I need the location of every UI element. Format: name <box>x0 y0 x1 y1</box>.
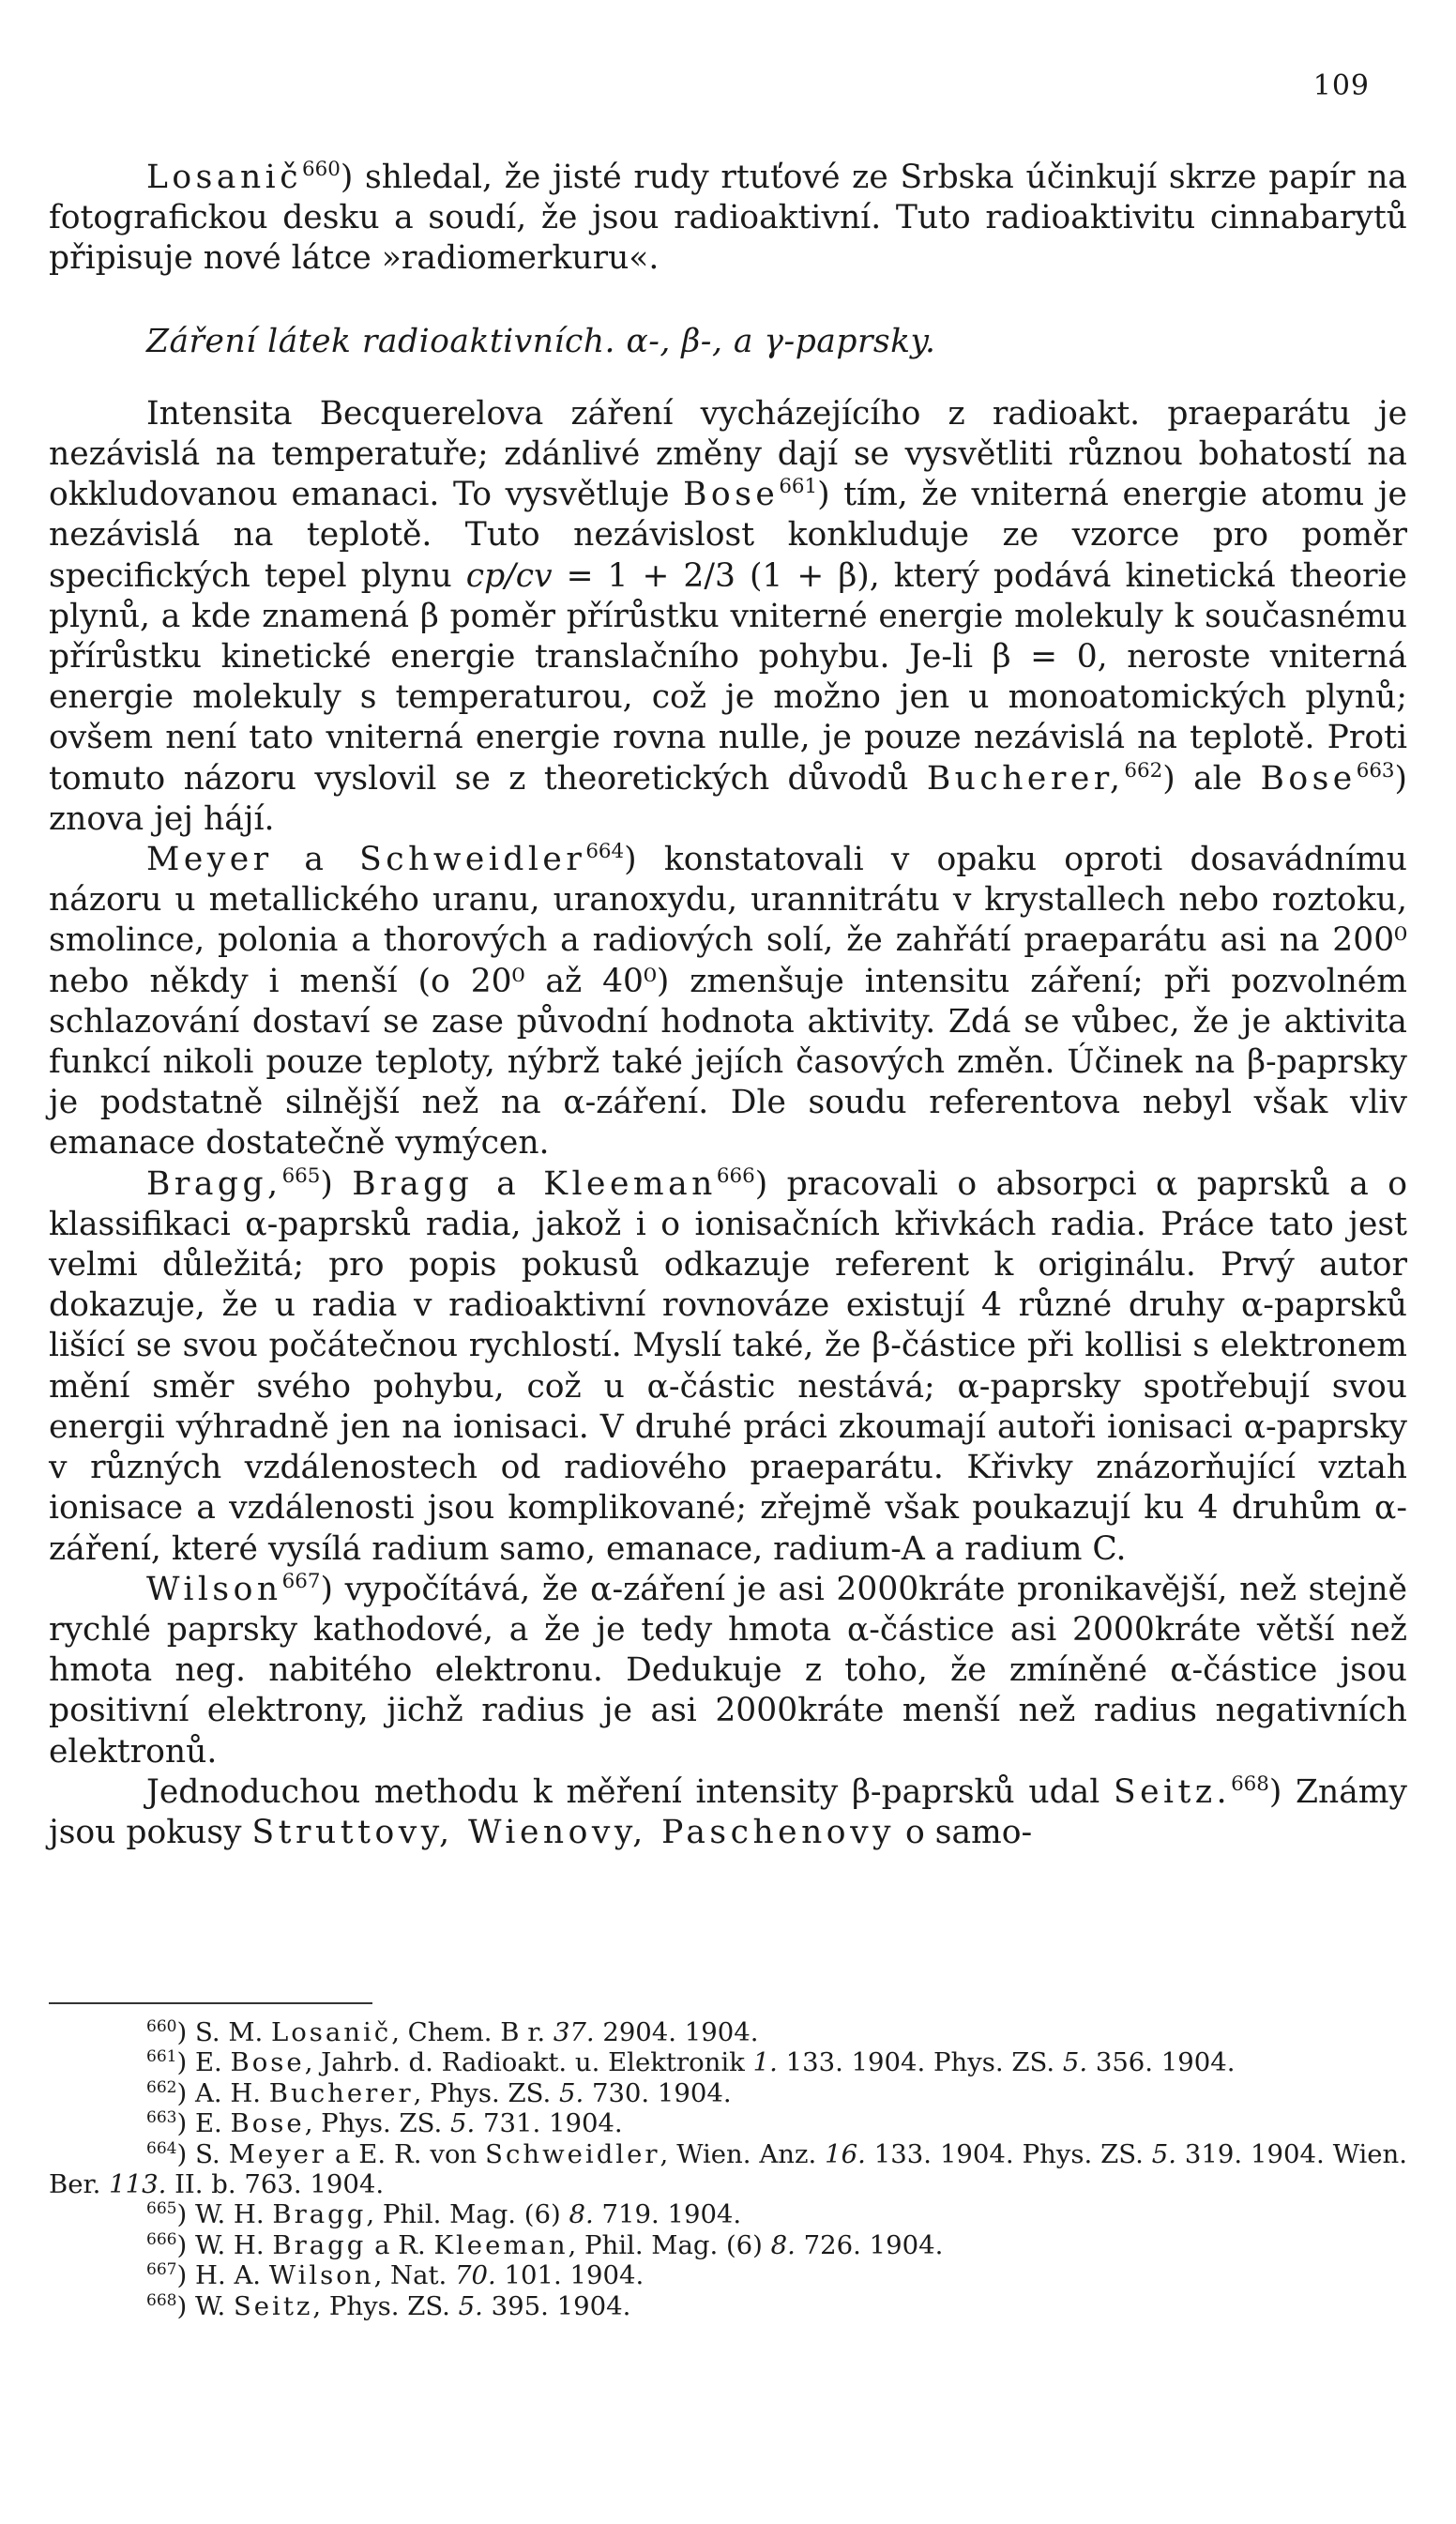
text-run: 356. 1904. <box>1087 2047 1236 2078</box>
spaced-name: Seitz <box>233 2290 313 2321</box>
text-run: ) tím, že vniterná energie atomu je nezávislá na teplotě. Tuto nezávislost konkluduje ze vzorce pro poměr specifických tepel plynu <box>49 476 1407 595</box>
spaced-name: Meyer <box>228 2138 327 2169</box>
text-run: ) <box>320 1164 353 1203</box>
italic-text: 5. <box>558 2077 584 2108</box>
footnote <box>49 2230 1407 2260</box>
text-run: , Jahrb. d. Radioakt. u. Elektronik <box>304 2047 753 2078</box>
text-run: 730. 1904. <box>584 2077 732 2108</box>
footnote-ref: 665 <box>281 1163 321 1188</box>
text-run: = 1 + 2/3 (1 + β), který podává kinetická theorie plynů, a kde znamená β poměr přírůstku vniterné energie molekuly k současnému přírůstku kinetické energie translačního pohybu. Je-li β = 0, neroste vniterná energie molekuly s temperaturou, což je možno jen u monoatomických plynů; ovšem není tato vniterná energie rovna nulle, je pouze nezávislá na teplotě. Proti tomuto názoru vyslovil se z theoretických důvodů <box>49 556 1407 798</box>
text-run: ) W. H. <box>176 2199 273 2230</box>
footnote-ref: 666 <box>146 2229 177 2249</box>
italic-text: 5. <box>1062 2047 1088 2078</box>
text-run: ) E. <box>176 2047 231 2078</box>
italic-text: 5. <box>449 2108 476 2139</box>
spaced-name: Bose <box>230 2047 305 2078</box>
text-run: , Phys. ZS. <box>312 2290 459 2321</box>
text-run: ) S. M. <box>176 2017 271 2047</box>
footnote-ref: 663 <box>1356 758 1395 783</box>
text-run: Jednoduchou methodu k měření intensity β-paprsků udal <box>146 1772 1114 1811</box>
paragraph <box>49 1570 1407 1772</box>
text-run: , Nat. <box>373 2260 456 2291</box>
italic-text: 113. <box>109 2169 167 2200</box>
body-text <box>49 158 1407 1853</box>
italic-text: 70. <box>455 2260 496 2291</box>
text-run: a R. <box>366 2229 434 2260</box>
footnote <box>49 2078 1407 2108</box>
text-run: ) W. <box>176 2290 234 2321</box>
text-run: , Wien. Anz. <box>660 2138 826 2169</box>
text-run: Záření látek radioaktivních. α-, β-, a γ-paprsky. <box>146 322 936 360</box>
text-run: , Phil. Mag. (6) <box>366 2199 569 2230</box>
spaced-name: Losanič <box>146 159 303 196</box>
paragraph <box>49 1164 1407 1570</box>
spaced-name: Bose <box>230 2108 305 2139</box>
footnotes <box>49 2017 1407 2321</box>
text-run: ) ale <box>1162 759 1261 798</box>
footnote-ref: 668 <box>146 2290 177 2310</box>
footnote-ref: 664 <box>585 840 625 864</box>
spaced-name: Kleeman <box>433 2229 569 2260</box>
paragraph <box>49 840 1407 1164</box>
section-heading <box>146 322 1407 362</box>
text-run: ) znova jej hájí. <box>49 759 1407 838</box>
text-run: ) vypočítává, že α-záření je asi 2000kráte pronikavější, než stejně rychlé paprsky kathodové, a že je tedy hmota α-částice asi 2000kráte větší než hmota neg. nabitého elektronu. Dedukuje z toho, že zmíněné α-částice jsou positivní elektrony, jichž radius je asi 2000kráte menší než radius negativních elektronů. <box>49 1570 1407 1771</box>
text-run: 731. 1904. <box>475 2108 623 2139</box>
paragraph <box>49 158 1407 280</box>
footnote-ref: 662 <box>1124 758 1163 783</box>
footnote <box>49 2017 1407 2047</box>
spaced-name: Struttovy, Wienovy, Paschenovy <box>251 1813 896 1851</box>
text-run: 319. 1904. Wien. Ber. <box>49 2138 1407 2200</box>
text-run: ) konstatovali v opaku oproti dosavádnímu názoru u metallického uranu, uranoxydu, urannitrátu v krystallech nebo roztoku, smolince, polonia a thorových a radiových solí, že zahřátí praeparátu asi na 200⁰ nebo někdy i menší (o 20⁰ až 40⁰) zmenšuje intensitu záření; při pozvolném schlazování dostaví se zase původní hodnota aktivity. Zdá se vůbec, že je aktivita funkcí nikoli pouze teploty, nýbrž také jejích časových změn. Účinek na β-paprsky je podstatně silnější než na α-záření. Dle soudu referentova nebyl však vliv emanace dostatečně vymýcen. <box>49 841 1407 1163</box>
italic-text: 1. <box>752 2047 778 2078</box>
spaced-name: Bose <box>1260 759 1357 798</box>
text-run: ) shledal, že jisté rudy rtuťové ze Srbska účinkují skrze papír na fotografickou desku a soudí, že jsou radioaktivní. Tuto radioaktivitu cinnabarytů připisuje nové látce »radiomerkuru«. <box>49 159 1407 278</box>
footnote-ref: 660 <box>302 158 341 182</box>
spaced-name: Bragg, <box>146 1164 282 1203</box>
text-run: o samo- <box>895 1813 1033 1851</box>
footnote-ref: 665 <box>146 2199 177 2219</box>
italic-text: 37. <box>553 2017 595 2047</box>
footnote-ref: 667 <box>146 2260 177 2280</box>
footnote-rule <box>49 2002 372 2004</box>
text-run: 133. 1904. Phys. ZS. <box>777 2047 1063 2078</box>
text-run: 395. 1904. <box>482 2290 631 2321</box>
italic-text: 5. <box>1151 2138 1176 2169</box>
text-run: , Chem. B r. <box>391 2017 554 2047</box>
footnote-ref: 666 <box>716 1163 755 1188</box>
footnote-ref: 661 <box>146 2047 177 2067</box>
footnote-ref: 662 <box>146 2077 177 2097</box>
footnote-ref: 661 <box>779 475 818 499</box>
italic-text: 8. <box>569 2199 594 2230</box>
footnote-ref: 663 <box>146 2108 177 2127</box>
spaced-name: Seitz. <box>1113 1772 1232 1811</box>
spaced-name: Bucherer, <box>926 759 1125 798</box>
text-run: ) W. H. <box>176 2229 273 2260</box>
spaced-name: Meyer a Schweidler <box>146 841 586 879</box>
footnote <box>49 2139 1407 2200</box>
text-run: a E. R. von <box>326 2138 486 2169</box>
text-run: 2904. 1904. <box>594 2017 759 2047</box>
spaced-name: Bragg <box>272 2229 367 2260</box>
footnote-ref: 668 <box>1231 1771 1269 1796</box>
italic-text: cp/cv <box>465 556 553 595</box>
paragraph <box>49 1772 1407 1853</box>
text-run: 719. 1904. <box>593 2199 742 2230</box>
text-run: 726. 1904. <box>795 2229 944 2260</box>
text-run: ) S. <box>176 2138 229 2169</box>
spaced-name: Schweidler <box>485 2138 660 2169</box>
text-run: , Phys. ZS. <box>304 2108 450 2139</box>
page-number: 109 <box>1312 69 1370 102</box>
spaced-name: Wilson <box>146 1570 282 1608</box>
text-run: ) H. A. <box>176 2260 269 2291</box>
spaced-name: Losanič <box>270 2017 392 2047</box>
footnote-ref: 660 <box>146 2016 177 2036</box>
text-run: ) E. <box>176 2108 231 2139</box>
text-run: II. b. 763. 1904. <box>166 2169 385 2200</box>
text-run: ) A. H. <box>176 2077 269 2108</box>
spaced-name: Wilson <box>268 2260 374 2291</box>
footnote-ref: 664 <box>146 2138 177 2158</box>
text-run: , Phys. ZS. <box>413 2077 559 2108</box>
spaced-name: Bose <box>683 476 780 514</box>
text-run: , Phil. Mag. (6) <box>568 2229 771 2260</box>
italic-text: 8. <box>770 2229 796 2260</box>
footnote-ref: 667 <box>281 1569 321 1593</box>
spaced-name: Bragg a Kleeman <box>352 1164 717 1203</box>
footnote <box>49 2291 1407 2321</box>
footnote <box>49 2108 1407 2138</box>
text-run: ) pracovali o absorpci α paprsků a o klassifikaci α-paprsků radia, jakož i o ionisačních křivkách radia. Práce tato jest velmi důležitá; pro popis pokusů odkazuje referent k originálu. Prvý autor dokazuje, že u radia v radioaktivní rovnováze existují 4 různé druhy α-paprsků lišící se svou počátečnou rychlostí. Myslí také, že β-částice při kollisi s elektronem mění směr svého pohybu, což u α-částic nestává; α-paprsky spotřebují svou energii výhradně jen na ionisaci. V druhé práci zkoumají autoři ionisaci α-paprsky v různých vzdálenostech od radiového praeparátu. Křivky znázorňující vztah ionisace a vzdálenosti jsou komplikované; zřejmě však poukazují ku 4 druhům α-záření, které vysílá radium samo, emanace, radium-A a radium C. <box>49 1164 1407 1568</box>
italic-text: 5. <box>458 2290 483 2321</box>
footnote <box>49 2047 1407 2077</box>
italic-text: 16. <box>825 2138 866 2169</box>
spaced-name: Bragg <box>272 2199 367 2230</box>
spaced-name: Bucherer <box>268 2077 414 2108</box>
text-run: 133. 1904. Phys. ZS. <box>865 2138 1152 2169</box>
text-run: ) Známy jsou pokusy <box>49 1772 1407 1851</box>
footnote <box>49 2260 1407 2290</box>
footnote <box>49 2199 1407 2229</box>
text-run: 101. 1904. <box>495 2260 645 2291</box>
text-run: Intensita Becquerelova záření vycházejícího z radioakt. praeparátu je nezávislá na temperatuře; zdánlivé změny dají se vysvětliti různou bohatostí na okkludovanou emanaci. To vysvětluje <box>49 394 1407 514</box>
paragraph <box>49 394 1407 840</box>
